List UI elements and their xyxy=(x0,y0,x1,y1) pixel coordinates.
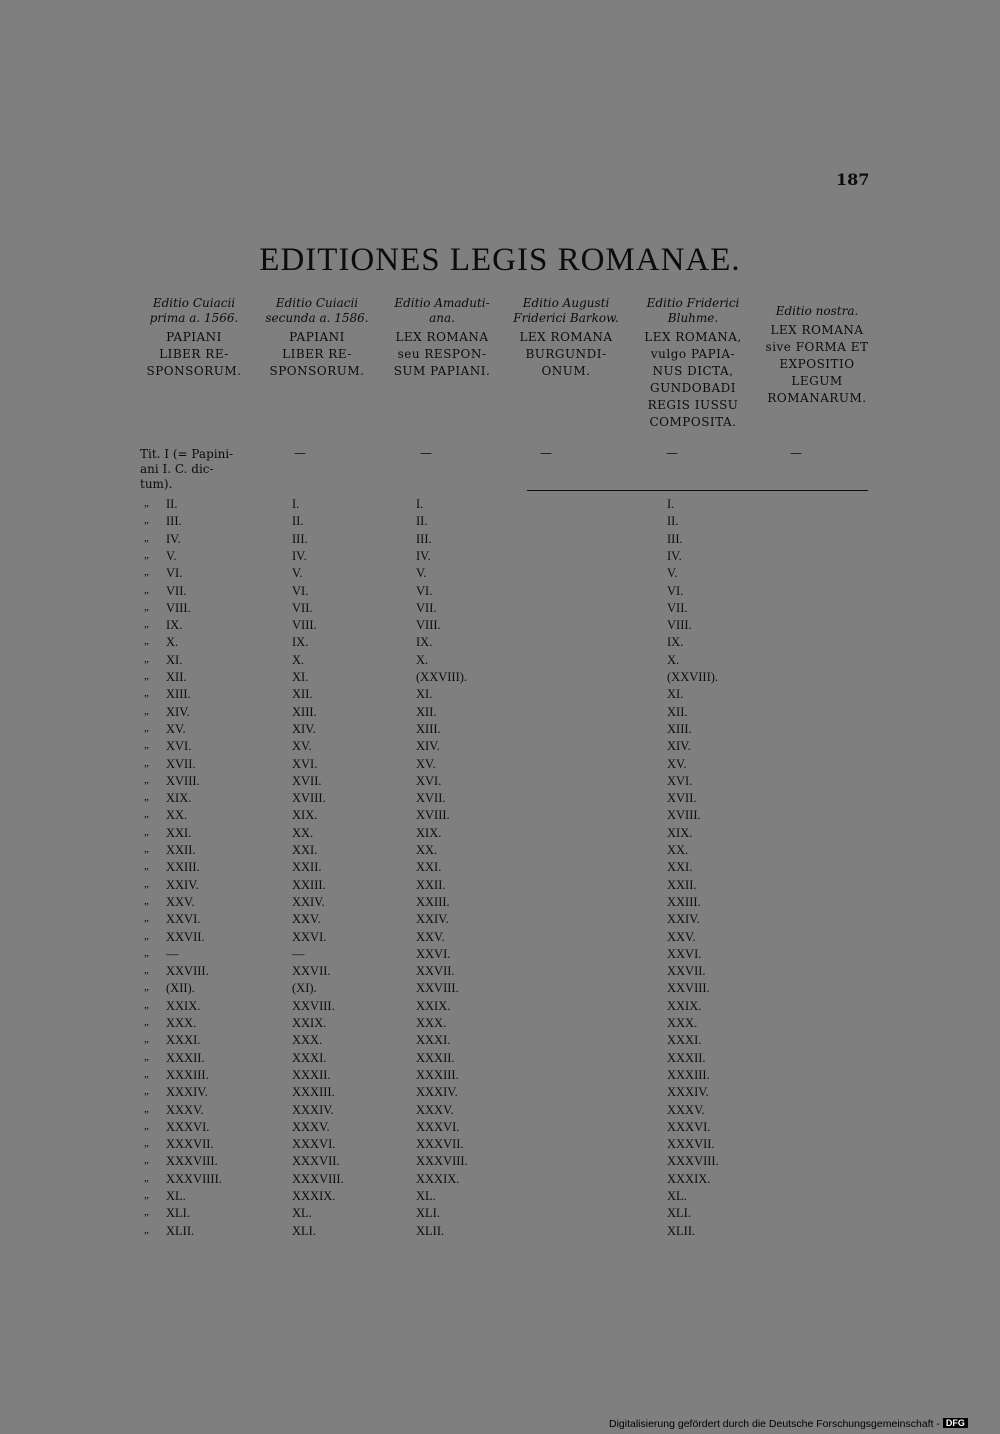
table-cell: XXVI. xyxy=(667,946,702,961)
table-cell: XIV. xyxy=(667,739,691,754)
table-row xyxy=(0,1103,1000,1120)
table-cell: II. xyxy=(166,497,178,511)
column-header-barkow xyxy=(506,296,626,380)
table-cell: XXXIX. xyxy=(416,1171,460,1186)
table-row xyxy=(0,601,1000,618)
ditto-mark: „ xyxy=(144,843,149,855)
table-cell: XXX. xyxy=(166,1016,197,1030)
table-row xyxy=(0,1051,1000,1068)
table-cell: XLII. xyxy=(667,1223,696,1238)
table-cell: XI. xyxy=(292,670,309,684)
table-cell: XXXII. xyxy=(416,1050,455,1065)
table-cell: XXIV. xyxy=(166,877,199,892)
ditto-mark: „ xyxy=(144,497,149,509)
table-cell: VII. xyxy=(416,600,437,615)
table-cell: XL. xyxy=(667,1189,687,1203)
table-cell: XXIII. xyxy=(416,894,450,909)
table-cell: — xyxy=(292,946,305,961)
dfg-logo: DFG xyxy=(943,1418,968,1428)
ditto-mark: „ xyxy=(144,739,149,752)
table-cell: X. xyxy=(416,652,429,667)
ditto-mark: „ xyxy=(144,981,149,994)
table-cell: XXI. xyxy=(292,843,318,857)
table-row xyxy=(0,687,1000,704)
table-cell: V. xyxy=(416,566,427,581)
table-cell: XIV. xyxy=(416,739,440,754)
table-cell: XLI. xyxy=(166,1206,190,1221)
table-cell: (XI). xyxy=(292,981,317,996)
ditto-mark: „ xyxy=(144,894,149,907)
table-row xyxy=(0,584,1000,601)
table-cell: XXIV. xyxy=(667,912,700,927)
table-cell: VII. xyxy=(292,600,313,615)
table-row xyxy=(0,1137,1000,1154)
table-cell: XXXVI. xyxy=(667,1119,711,1134)
table-cell: XXXV. xyxy=(416,1102,454,1117)
ditto-mark: „ xyxy=(144,946,149,959)
table-row xyxy=(0,532,1000,549)
table-cell: XXVIII. xyxy=(667,981,710,996)
table-cell: XVIII. xyxy=(667,808,701,823)
table-cell: XVIII. xyxy=(292,791,326,806)
table-cell: IV. xyxy=(416,548,431,563)
table-row xyxy=(0,981,1000,998)
table-cell: XXXVI. xyxy=(166,1119,210,1134)
ditto-mark: „ xyxy=(144,964,149,977)
table-cell: XVIII. xyxy=(166,773,200,788)
table-cell: XII. xyxy=(166,670,187,684)
table-cell: XXXVI. xyxy=(292,1137,336,1152)
table-cell: XXV. xyxy=(416,929,445,944)
table-cell: VI. xyxy=(416,583,433,598)
table-row xyxy=(0,670,1000,687)
table-row xyxy=(0,895,1000,912)
table-cell: XIV. xyxy=(292,721,316,736)
table-cell: XXX. xyxy=(292,1033,323,1048)
table-row xyxy=(0,739,1000,756)
ditto-mark: „ xyxy=(144,756,149,769)
table-cell: XXVII. xyxy=(416,964,455,979)
table-cell: XI. xyxy=(416,687,433,702)
table-cell: I. xyxy=(416,497,424,511)
table-cell: XXIV. xyxy=(292,894,325,909)
table-cell: XII. xyxy=(416,704,437,719)
table-row xyxy=(0,635,1000,652)
table-cell: XXVIII. xyxy=(292,998,335,1013)
footer-text: Digitalisierung gefördert durch die Deutsche Forschungsgemeinschaft - xyxy=(609,1418,940,1430)
edition-label: Editio nostra. xyxy=(775,304,859,318)
ditto-mark: „ xyxy=(144,1067,149,1080)
table-row xyxy=(0,1206,1000,1223)
table-cell: XI. xyxy=(667,687,684,702)
table-cell: XXV. xyxy=(667,929,696,944)
work-name: LEX ROMANA seu RESPON- SUM PAPIANI. xyxy=(393,330,491,378)
table-cell: XXI. xyxy=(166,825,192,840)
edition-label: Editio Cuiacii prima a. 1566. xyxy=(149,296,239,325)
table-cell: XXVII. xyxy=(292,964,331,979)
table-cell: VIII. xyxy=(416,618,441,633)
ditto-mark: „ xyxy=(144,652,149,665)
table-cell: II. xyxy=(416,514,428,529)
table-cell: XXXIII. xyxy=(667,1067,710,1082)
ditto-mark: „ xyxy=(144,1050,149,1063)
table-cell: XXXVIII. xyxy=(667,1154,719,1169)
table-cell: III. xyxy=(416,531,432,546)
table-cell: (XII). xyxy=(166,981,195,996)
table-cell: XXVII. xyxy=(166,929,205,944)
ditto-mark: „ xyxy=(144,635,149,648)
edition-label: Editio Cuiacii secunda a. 1586. xyxy=(265,296,369,325)
table-cell: XXX. xyxy=(416,1016,447,1030)
table-row xyxy=(0,843,1000,860)
table-cell: VIII. xyxy=(292,618,317,633)
table-row xyxy=(0,930,1000,947)
table-cell: XX. xyxy=(292,825,314,840)
ditto-mark: „ xyxy=(144,1085,149,1098)
table-cell: XXXI. xyxy=(667,1033,702,1048)
table-cell: XI. xyxy=(166,652,183,667)
table-cell: X. xyxy=(667,652,680,667)
table-cell: V. xyxy=(667,566,678,581)
table-cell: XIII. xyxy=(166,687,191,702)
dash-cell: — xyxy=(666,446,678,460)
table-row xyxy=(0,1120,1000,1137)
ditto-mark: „ xyxy=(144,1206,149,1219)
table-cell: XIII. xyxy=(292,704,317,719)
table-cell: V. xyxy=(166,548,177,563)
table-cell: XVI. xyxy=(416,773,442,788)
table-cell: XII. xyxy=(667,704,688,719)
ditto-mark: „ xyxy=(144,1102,149,1115)
edition-label: Editio Amaduti- ana. xyxy=(394,296,490,325)
page-number: 187 xyxy=(836,170,870,189)
table-row xyxy=(0,1033,1000,1050)
ditto-mark: „ xyxy=(144,1033,149,1046)
ditto-mark: „ xyxy=(144,773,149,786)
table-cell: XXXV. xyxy=(166,1102,204,1117)
table-cell: XIII. xyxy=(667,721,692,736)
table-cell: II. xyxy=(667,514,679,529)
table-cell: I. xyxy=(667,497,675,511)
table-cell: XXIX. xyxy=(667,998,702,1013)
table-cell: XL. xyxy=(292,1206,312,1221)
table-cell: III. xyxy=(166,514,182,529)
table-cell: XXXIV. xyxy=(166,1085,208,1100)
table-cell: XV. xyxy=(166,721,186,736)
table-row xyxy=(0,497,1000,514)
table-cell: XXV. xyxy=(166,894,195,909)
table-cell: XXIX. xyxy=(292,1016,327,1030)
table-cell: II. xyxy=(292,514,304,529)
table-cell: XXXVII. xyxy=(667,1137,715,1152)
ditto-mark: „ xyxy=(144,600,149,613)
work-name: LEX ROMANA BURGUNDI- ONUM. xyxy=(519,330,613,378)
dash-cell: — xyxy=(420,446,432,460)
table-cell: VII. xyxy=(166,583,187,598)
column-header-cuiacii-secunda xyxy=(258,296,376,380)
table-row xyxy=(0,860,1000,877)
table-row xyxy=(0,878,1000,895)
table-cell: XVI. xyxy=(292,756,318,771)
table-cell: XXVI. xyxy=(292,929,327,944)
work-name: PAPIANI LIBER RE- SPONSORUM. xyxy=(269,330,365,378)
table-cell: IV. xyxy=(292,548,307,563)
table-cell: XXVII. xyxy=(667,964,706,979)
table-cell: XXIV. xyxy=(416,912,449,927)
table-cell: XV. xyxy=(667,756,687,771)
table-cell: XXXIV. xyxy=(416,1085,458,1100)
ditto-mark: „ xyxy=(144,1223,149,1236)
table-cell: XLI. xyxy=(667,1206,691,1221)
ditto-mark: „ xyxy=(144,791,149,804)
ditto-mark: „ xyxy=(144,808,149,821)
table-cell: XXIII. xyxy=(166,860,200,875)
ditto-mark: „ xyxy=(144,912,149,925)
table-cell: XXXVII. xyxy=(166,1137,214,1152)
table-cell: X. xyxy=(166,635,179,650)
ditto-mark: „ xyxy=(144,877,149,890)
ditto-mark: „ xyxy=(144,860,149,873)
table-cell: V. xyxy=(292,566,303,581)
table-cell: XVII. xyxy=(667,791,697,806)
table-cell: IX. xyxy=(416,635,433,650)
table-cell: XXXI. xyxy=(292,1050,327,1065)
table-cell: XXVI. xyxy=(166,912,201,927)
ditto-mark: „ xyxy=(144,670,149,682)
table-row xyxy=(0,912,1000,929)
table-cell: XXXVII. xyxy=(416,1137,464,1152)
table-cell: XXII. xyxy=(292,860,322,875)
table-cell: XXXIII. xyxy=(416,1067,459,1082)
table-row xyxy=(0,791,1000,808)
table-cell: XVI. xyxy=(667,773,693,788)
table-cell: XXXIII. xyxy=(292,1085,335,1100)
table-cell: XLI. xyxy=(416,1206,440,1221)
table-cell: XXXVII. xyxy=(292,1154,340,1169)
table-cell: XV. xyxy=(416,756,436,771)
table-cell: XXIX. xyxy=(166,998,201,1013)
table-cell: XXXVI. xyxy=(416,1119,460,1134)
table-cell: VI. xyxy=(166,566,183,581)
dash-cell: — xyxy=(540,446,552,460)
table-cell: XXXVIII. xyxy=(166,1154,218,1169)
ditto-mark: „ xyxy=(144,548,149,561)
table-row xyxy=(0,618,1000,635)
table-cell: XVIII. xyxy=(416,808,450,823)
table-cell: XXXI. xyxy=(416,1033,451,1048)
table-cell: XLII. xyxy=(166,1223,195,1238)
ditto-mark: „ xyxy=(144,1154,149,1167)
table-row xyxy=(0,566,1000,583)
table-cell: XXXII. xyxy=(292,1067,331,1082)
dash-cell: — xyxy=(294,446,306,460)
table-cell: XVI. xyxy=(166,739,192,754)
edition-label: Editio Augusti Friderici Barkow. xyxy=(513,296,619,325)
table-row xyxy=(0,705,1000,722)
table-cell: XIX. xyxy=(416,825,442,840)
table-cell: XL. xyxy=(416,1189,436,1203)
table-cell: IX. xyxy=(292,635,309,650)
table-cell: XIX. xyxy=(292,808,318,823)
table-cell: XIV. xyxy=(166,704,190,719)
table-cell: III. xyxy=(292,531,308,546)
edition-label: Editio Friderici Bluhme. xyxy=(646,296,740,325)
table-cell: XXIX. xyxy=(416,998,451,1013)
ditto-mark: „ xyxy=(144,687,149,700)
table-cell: XXII. xyxy=(667,877,697,892)
ditto-mark: „ xyxy=(144,618,149,631)
table-cell: XXII. xyxy=(166,843,196,857)
table-cell: XXIII. xyxy=(667,894,701,909)
ditto-mark: „ xyxy=(144,721,149,734)
ditto-mark: „ xyxy=(144,1137,149,1150)
table-cell: VI. xyxy=(667,583,684,598)
table-cell: XXXIX. xyxy=(667,1171,711,1186)
footer-credit xyxy=(609,1418,968,1430)
table-row xyxy=(0,1016,1000,1033)
table-cell: XXX. xyxy=(667,1016,698,1030)
table-cell: XXXIV. xyxy=(667,1085,709,1100)
table-cell: XX. xyxy=(166,808,188,823)
table-cell: XXXVIII. xyxy=(416,1154,468,1169)
ditto-mark: „ xyxy=(144,998,149,1011)
table-row xyxy=(0,999,1000,1016)
table-cell: XLII. xyxy=(416,1223,445,1238)
table-cell: IX. xyxy=(166,618,183,633)
table-cell: XX. xyxy=(416,843,438,857)
table-row xyxy=(0,947,1000,964)
ditto-mark: „ xyxy=(144,704,149,717)
table-cell: XVII. xyxy=(416,791,446,806)
table-row xyxy=(0,1172,1000,1189)
table-cell: XL. xyxy=(166,1189,186,1203)
table-cell: I. xyxy=(292,497,300,511)
work-name: LEX ROMANA sive FORMA ET EXPOSITIO LEGUM ROMANARUM. xyxy=(765,323,869,405)
column-header-amadutiana xyxy=(382,296,502,380)
table-cell: XXV. xyxy=(292,912,321,927)
table-cell: XXXII. xyxy=(667,1050,706,1065)
table-cell: XVII. xyxy=(292,773,322,788)
table-row xyxy=(0,826,1000,843)
table-cell: VII. xyxy=(667,600,688,615)
table-cell: XXXVIII. xyxy=(292,1171,344,1186)
table-cell: IX. xyxy=(667,635,684,650)
table-cell: XVII. xyxy=(166,756,196,771)
work-name: LEX ROMANA, vulgo PAPIA- NUS DICTA, GUNDOBADI REGIS IUSSU COMPOSITA. xyxy=(644,330,742,429)
table-row xyxy=(0,1154,1000,1171)
table-cell: IV. xyxy=(166,531,181,546)
table-row xyxy=(0,1085,1000,1102)
table-cell: XXXII. xyxy=(166,1050,205,1065)
table-cell: IV. xyxy=(667,548,682,563)
table-row xyxy=(0,1068,1000,1085)
table-cell: XXI. xyxy=(667,860,693,875)
table-rule xyxy=(527,490,868,491)
table-cell: XV. xyxy=(292,739,312,754)
table-cell: XIII. xyxy=(416,721,441,736)
page-title: EDITIONES LEGIS ROMANAE. xyxy=(259,242,741,278)
table-row xyxy=(0,808,1000,825)
ditto-mark: „ xyxy=(144,1119,149,1132)
table-row xyxy=(0,1224,1000,1241)
table-cell: XXXIV. xyxy=(292,1102,334,1117)
table-row xyxy=(0,774,1000,791)
ditto-mark: „ xyxy=(144,531,149,544)
ditto-mark: „ xyxy=(144,1189,149,1201)
table-cell: XXII. xyxy=(416,877,446,892)
column-header-bluhme xyxy=(632,296,754,431)
ditto-mark: „ xyxy=(144,583,149,596)
table-cell: XXVI. xyxy=(416,946,451,961)
work-name: PAPIANI LIBER RE- SPONSORUM. xyxy=(146,330,242,378)
table-cell: XXXIII. xyxy=(166,1067,209,1082)
ditto-mark: „ xyxy=(144,825,149,838)
table-cell: XXIII. xyxy=(292,877,326,892)
table-cell: III. xyxy=(667,531,683,546)
first-row-label: Tit. I (= Papini- ani I. C. dic- tum). xyxy=(140,447,234,491)
table-row xyxy=(0,964,1000,981)
table-row xyxy=(0,1189,1000,1206)
table-cell: (XXVIII). xyxy=(667,670,719,684)
table-cell: X. xyxy=(292,652,305,667)
table-cell: — xyxy=(166,946,179,961)
table-cell: XXXV. xyxy=(292,1119,330,1134)
table-cell: XXXV. xyxy=(667,1102,705,1117)
column-header-nostra xyxy=(758,296,876,407)
table-row xyxy=(0,549,1000,566)
table-row xyxy=(0,757,1000,774)
table-row xyxy=(0,653,1000,670)
table-cell: XX. xyxy=(667,843,689,857)
ditto-mark: „ xyxy=(144,1171,149,1184)
table-cell: XIX. xyxy=(166,791,192,806)
table-cell: XXXIX. xyxy=(292,1189,336,1203)
table-cell: XXI. xyxy=(416,860,442,875)
table-cell: VIII. xyxy=(166,600,191,615)
table-cell: XLI. xyxy=(292,1223,316,1238)
ditto-mark: „ xyxy=(144,929,149,942)
table-row xyxy=(0,722,1000,739)
table-cell: XXVIII. xyxy=(166,964,209,979)
table-cell: XXVIII. xyxy=(416,981,459,996)
table-cell: XXXI. xyxy=(166,1033,201,1048)
ditto-mark: „ xyxy=(144,514,149,527)
column-header-cuiacii-prima xyxy=(138,296,250,380)
table-cell: XII. xyxy=(292,687,313,702)
ditto-mark: „ xyxy=(144,566,149,579)
table-cell: VI. xyxy=(292,583,309,598)
table-cell: (XXVIII). xyxy=(416,670,468,684)
table-row xyxy=(0,514,1000,531)
table-cell: XXXVIIII. xyxy=(166,1171,222,1186)
ditto-mark: „ xyxy=(144,1016,149,1028)
table-cell: VIII. xyxy=(667,618,692,633)
dash-cell: — xyxy=(790,446,802,460)
table-cell: XIX. xyxy=(667,825,693,840)
